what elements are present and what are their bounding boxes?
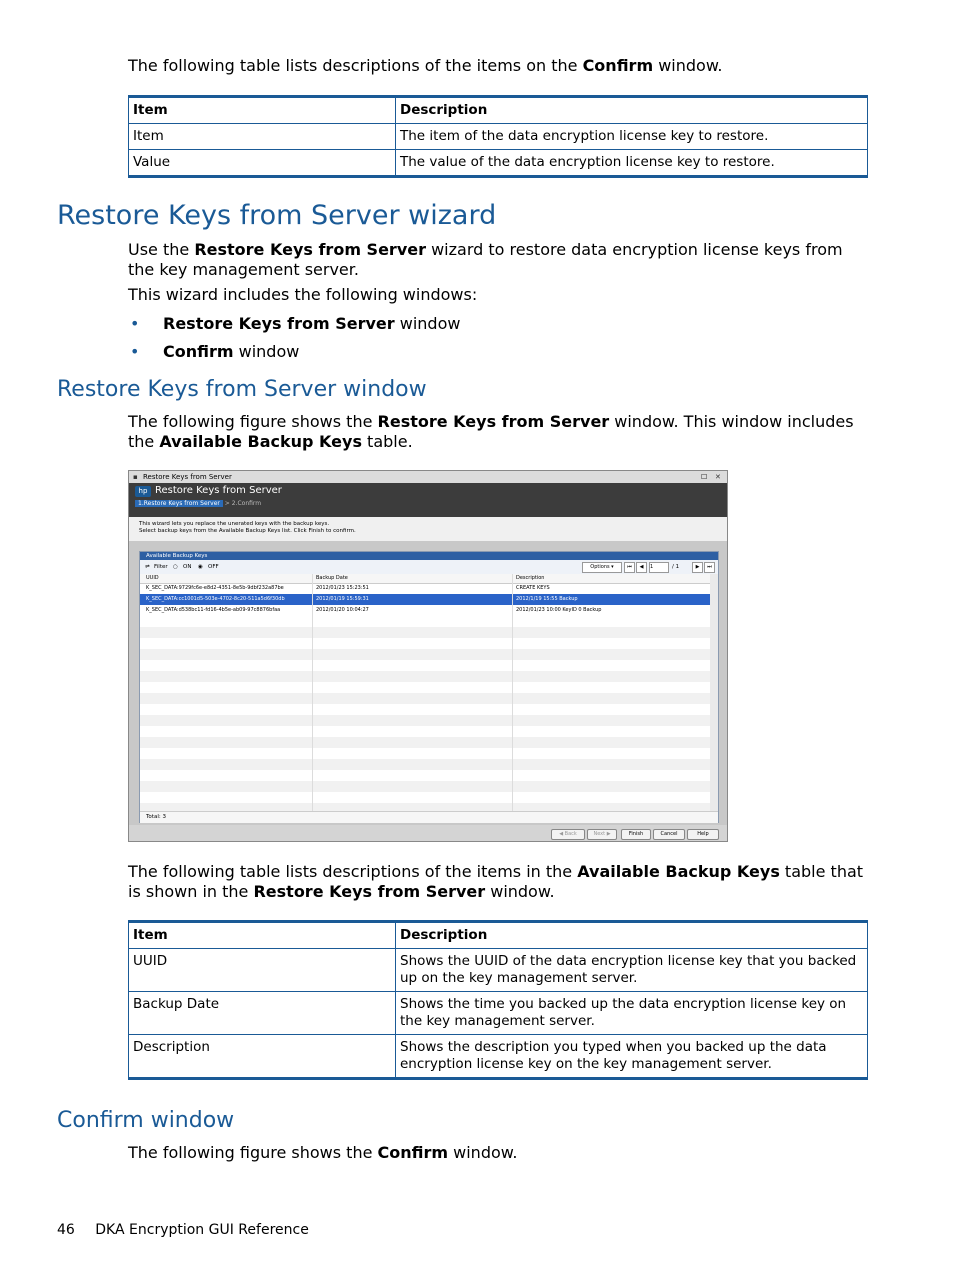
options-dropdown[interactable]: Options ▾ — [582, 562, 622, 573]
bullet-icon: • — [130, 342, 140, 361]
filter-toolbar: ⇌ Filter ○ ON ◉ OFF Options ▾ ⏮ ◀ 1 / 1 ▶ ⏭ — [140, 560, 718, 574]
footer-text: DKA Encryption GUI Reference — [95, 1222, 309, 1238]
wizard-banner: hp Restore Keys from Server 1.Restore Keys from Server > 2.Confirm — [129, 483, 727, 517]
help-button[interactable]: Help — [687, 829, 719, 840]
table-header-row: Item Description — [129, 922, 868, 949]
column-divider — [312, 574, 313, 812]
table-row: UUID Shows the UUID of the data encryption license key that you backed up on the key management server. — [129, 949, 868, 992]
backup-keys-table-intro: The following table lists descriptions of the items in the Available Backup Keys table that is shown in the Restore Keys from Server window. — [128, 862, 864, 901]
close-icon[interactable]: ✕ — [715, 473, 721, 481]
prev-page-button[interactable]: ◀ — [636, 562, 647, 573]
page-footer — [57, 1222, 309, 1238]
filter-icon[interactable]: ⇌ — [145, 564, 150, 570]
hp-logo-icon: hp — [135, 486, 151, 497]
back-button[interactable]: ◀ Back — [551, 829, 585, 840]
cancel-button[interactable]: Cancel — [653, 829, 685, 840]
page-number-input[interactable]: 1 — [649, 562, 669, 573]
wizard-description: Use the Restore Keys from Server wizard to restore data encryption license keys from the key management server. — [128, 240, 843, 279]
section-title-wizard: Restore Keys from Server wizard — [57, 200, 497, 231]
wizard-info: This wizard lets you replace the unerated keys with the backup keys. Select backup keys from the Available Backup Keys list. Click Finish to confirm. — [129, 517, 727, 541]
section-title-restore-window: Restore Keys from Server window — [57, 377, 427, 402]
available-backup-keys-panel — [139, 551, 719, 823]
wizard-windows-list — [128, 314, 460, 370]
table-row: Backup Date Shows the time you backed up the data encryption license key on the key management server. — [129, 992, 868, 1035]
wizard-windows-intro: This wizard includes the following windows: — [128, 285, 478, 304]
backup-keys-grid — [140, 583, 718, 811]
table-row: Value The value of the data encryption license key to restore. — [129, 150, 868, 177]
window-icon: ▪ — [133, 473, 138, 481]
restore-window-description: The following figure shows the Restore Keys from Server window. This window includes the Available Backup Keys table. — [128, 412, 854, 451]
confirm-items-table — [128, 95, 868, 178]
empty-row — [140, 781, 718, 792]
section-title-confirm-window: Confirm window — [57, 1108, 235, 1133]
list-item: • Confirm window — [130, 342, 300, 361]
empty-row — [140, 671, 718, 682]
grid-header: UUID Backup Date Description — [140, 574, 718, 584]
empty-row — [140, 759, 718, 770]
table-row[interactable]: K_SEC_DATA:9729fc6e-e8d2-4351-8e5b-9dbf232a87be 2012/01/23 15:23:51 CREATE KEYS — [146, 585, 550, 591]
grid-scrollbar[interactable] — [710, 574, 718, 812]
table-row: Description Shows the description you typed when you backed up the data encryption license key on the key management server. — [129, 1035, 868, 1079]
list-item: • Restore Keys from Server window — [130, 314, 461, 333]
last-page-button[interactable]: ⏭ — [704, 562, 715, 573]
bullet-icon: • — [130, 314, 140, 333]
restore-keys-screenshot — [128, 470, 728, 842]
empty-row — [140, 693, 718, 704]
filter-off-radio[interactable]: ◉ — [198, 564, 203, 570]
wizard-button-bar — [129, 825, 727, 841]
window-titlebar: ▪ Restore Keys from Server ☐ ✕ — [129, 471, 727, 483]
panel-header: Available Backup Keys — [140, 552, 718, 560]
next-button[interactable]: Next ▶ — [587, 829, 617, 840]
table-row[interactable]: K_SEC_DATA:d538bc11-fd16-4b5e-ab09-97c8876bfaa 2012/01/20 10:04:27 2012/01/23 10:00 KeyID 0 Backup — [146, 607, 602, 613]
confirm-window-description: The following figure shows the Confirm window. — [128, 1143, 518, 1162]
intro-paragraph: The following table lists descriptions of the items on the Confirm window. — [128, 56, 723, 75]
table-row-selected[interactable]: K_SEC_DATA:cc1001d5-503e-4702-8c20-511a5d6f30db 2012/01/19 15:59:31 2012/1/19 15:55 Backup — [140, 594, 718, 605]
empty-row — [140, 627, 718, 638]
empty-row — [140, 715, 718, 726]
first-page-button[interactable]: ⏮ — [624, 562, 635, 573]
page-number: 46 — [57, 1222, 75, 1238]
finish-button[interactable]: Finish — [621, 829, 651, 840]
maximize-icon[interactable]: ☐ — [701, 473, 708, 481]
table-header-row: Item Description — [129, 97, 868, 124]
empty-row — [140, 737, 718, 748]
total-count: Total: 3 — [140, 811, 718, 823]
table-row: Item The item of the data encryption license key to restore. — [129, 124, 868, 150]
backup-keys-items-table — [128, 920, 868, 1080]
empty-row — [140, 803, 718, 811]
filter-on-radio[interactable]: ○ — [173, 564, 178, 570]
empty-row — [140, 649, 718, 660]
column-divider — [512, 574, 513, 812]
next-page-button[interactable]: ▶ — [692, 562, 703, 573]
wizard-steps: 1.Restore Keys from Server > 2.Confirm — [135, 500, 261, 507]
